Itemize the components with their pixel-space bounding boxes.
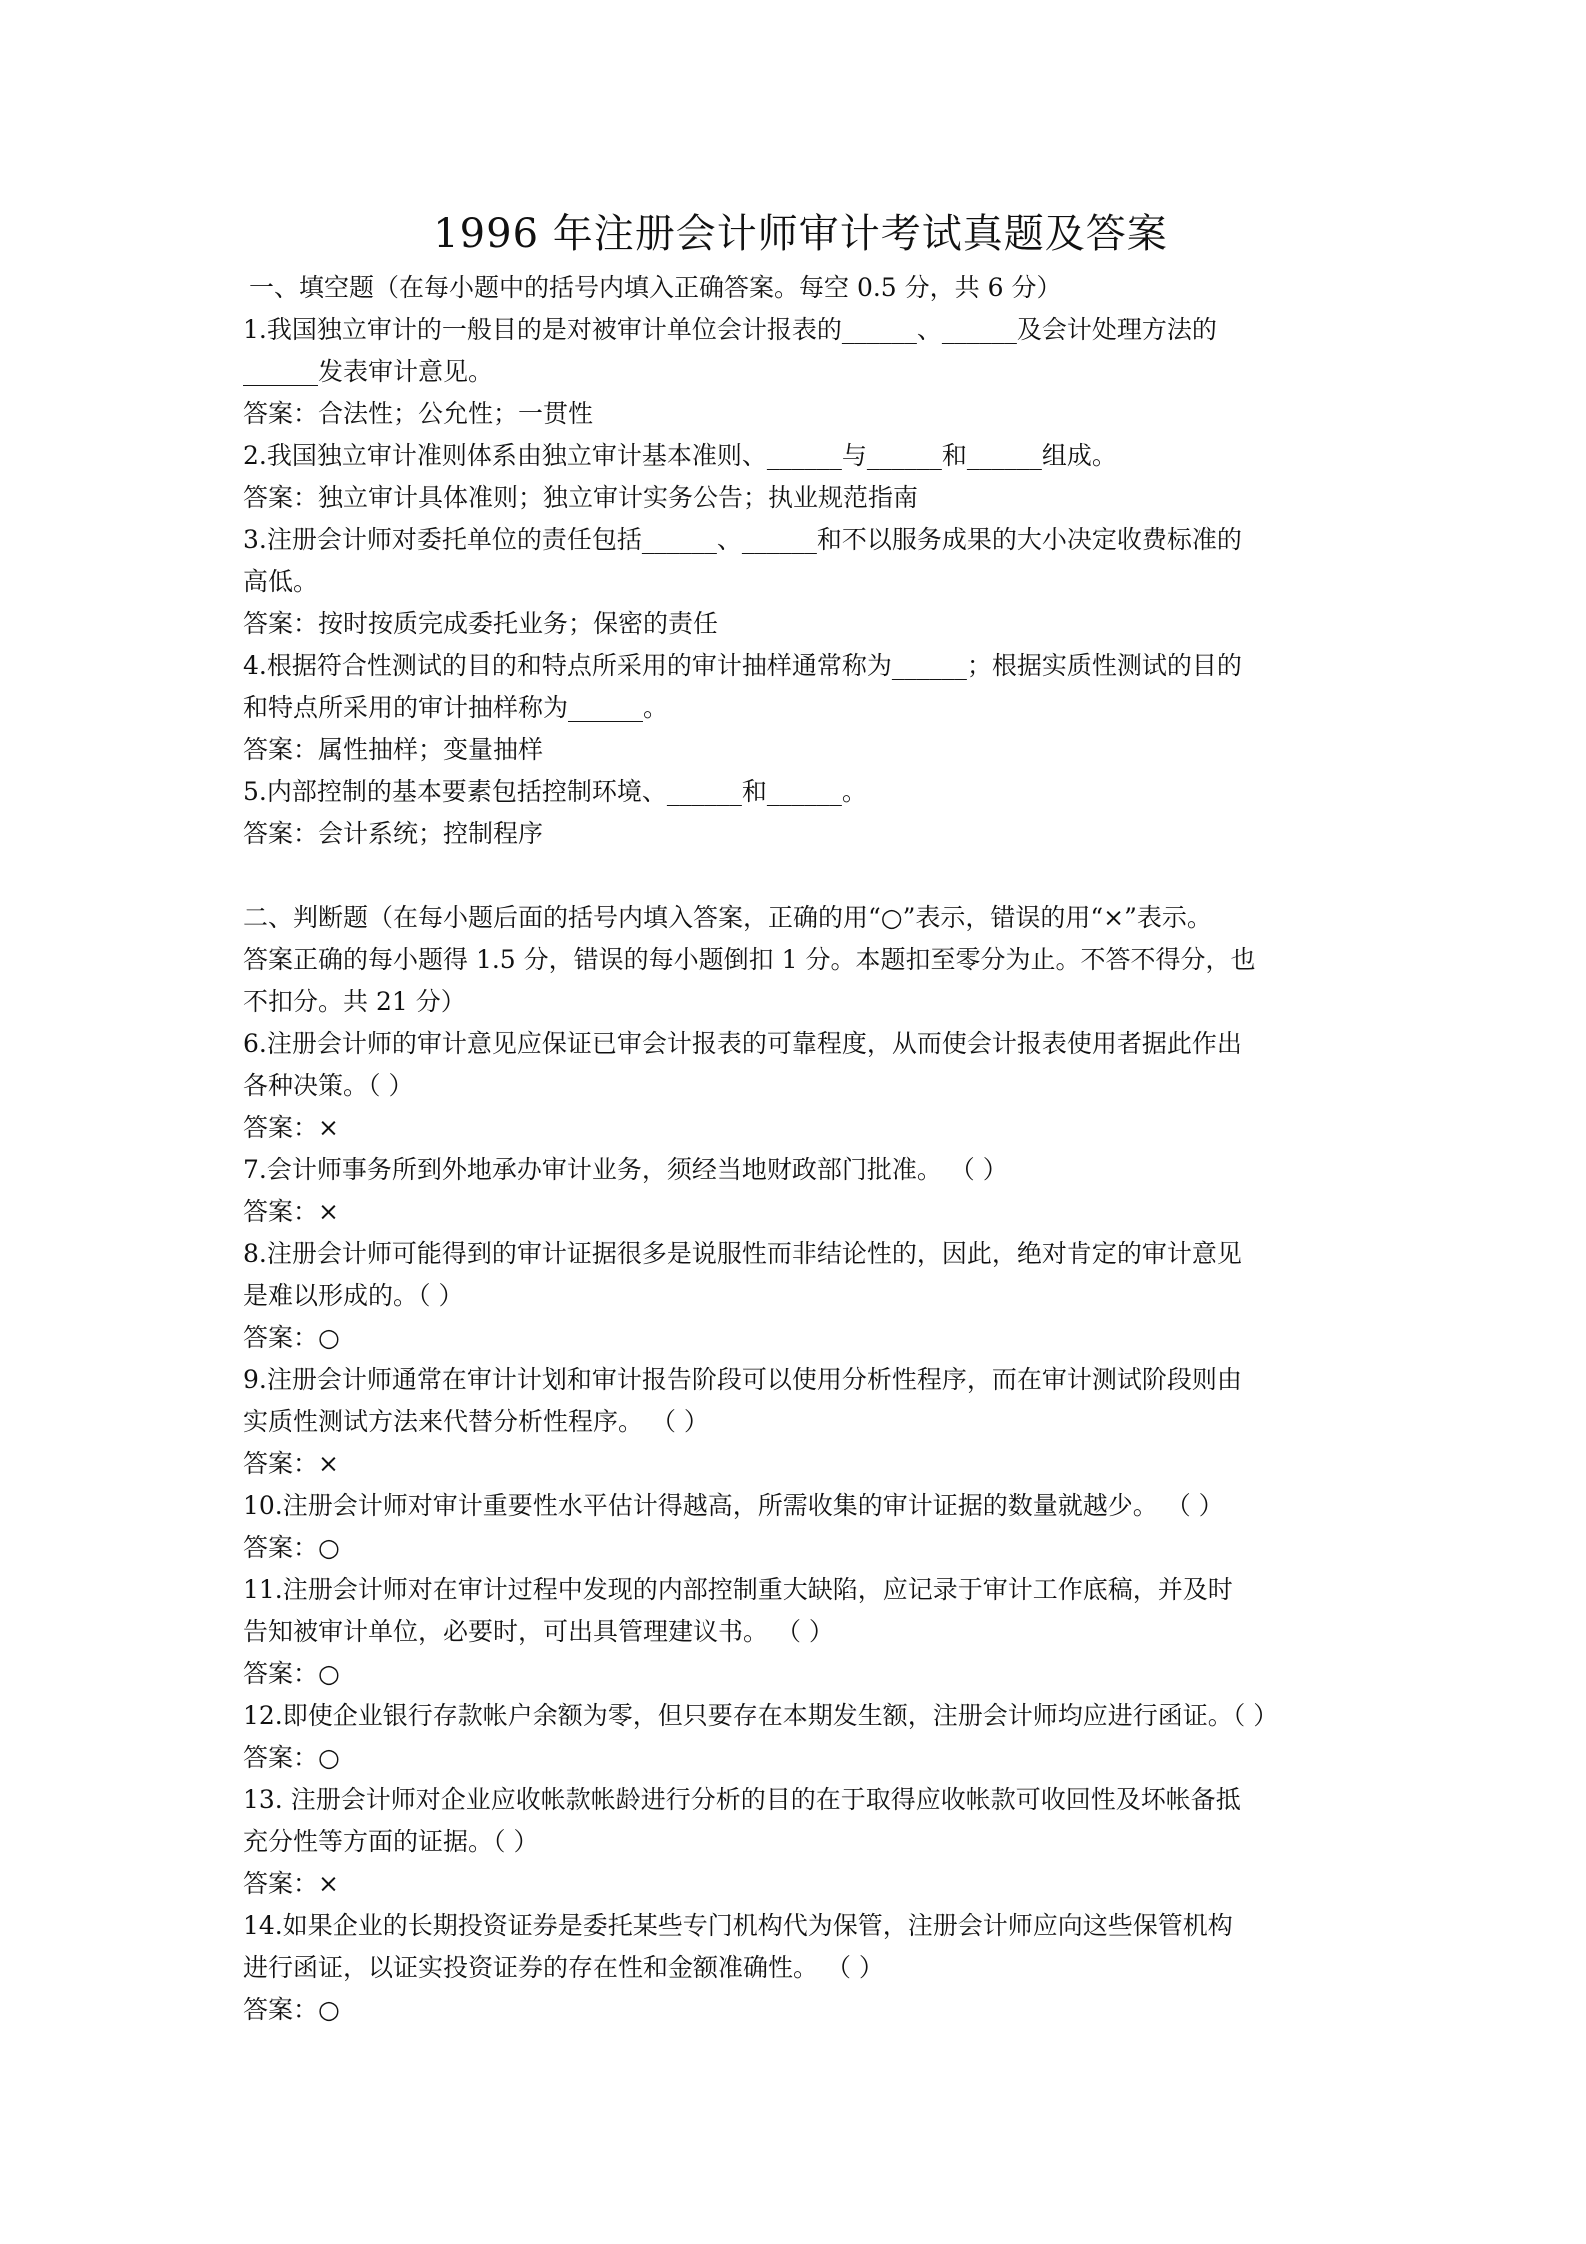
answer-line: 答案：○ [243,1995,340,2024]
question-10 [243,1485,1358,1569]
section1-heading: 一、填空题（在每小题中的括号内填入正确答案。每空 0.5 分，共 6 分） [249,273,1062,302]
question-12 [243,1695,1358,1779]
question-text-line: 3.注册会计师对委托单位的责任包括______、______和不以服务成果的大小决定收费标准的 [243,525,1242,554]
question-5 [243,771,1358,855]
question-text-line: 和特点所采用的审计抽样称为______。 [243,693,669,722]
section1-question-list [243,309,1358,855]
question-text-line: 5.内部控制的基本要素包括控制环境、______和______。 [243,777,867,806]
section2-question-list [243,1023,1358,2031]
answer-line: 答案：× [243,1197,339,1226]
section2-heading-line: 不扣分。共 21 分） [243,987,466,1016]
question-6 [243,1023,1358,1149]
question-text-line: 高低。 [243,567,319,596]
question-text-line: 12.即使企业银行存款帐户余额为零，但只要存在本期发生额，注册会计师均应进行函证。（ ） [243,1701,1279,1730]
question-text-line: 7.会计师事务所到外地承办审计业务，须经当地财政部门批准。 （ ） [243,1155,1008,1184]
question-text-line: 2.我国独立审计准则体系由独立审计基本准则、______与______和______组成。 [243,441,1117,470]
section2-heading-line: 答案正确的每小题得 1.5 分，错误的每小题倒扣 1 分。本题扣至零分为止。不答不得分，也 [243,945,1256,974]
question-text-line: 6.注册会计师的审计意见应保证已审会计报表的可靠程度，从而使会计报表使用者据此作出 [243,1029,1242,1058]
question-text-line: 14.如果企业的长期投资证券是委托某些专门机构代为保管，注册会计师应向这些保管机构 [243,1911,1233,1940]
question-13 [243,1779,1358,1905]
question-text-line: 是难以形成的。（ ） [243,1281,464,1310]
question-text-line: 4.根据符合性测试的目的和特点所采用的审计抽样通常称为______；根据实质性测试的目的 [243,651,1242,680]
answer-line: 答案：○ [243,1533,340,1562]
answer-line: 答案：○ [243,1323,340,1352]
question-text-line: 9.注册会计师通常在审计计划和审计报告阶段可以使用分析性程序，而在审计测试阶段则由 [243,1365,1242,1394]
answer-line: 答案：× [243,1869,339,1898]
question-text-line: ______发表审计意见。 [243,357,494,386]
question-11 [243,1569,1358,1695]
question-14 [243,1905,1358,2031]
answer-line: 答案：按时按质完成委托业务；保密的责任 [243,609,719,638]
answer-line: 答案：合法性；公允性；一贯性 [243,399,594,428]
section2-heading [243,897,1358,1023]
answer-line: 答案：独立审计具体准则；独立审计实务公告；执业规范指南 [243,483,919,512]
section2-heading-line: 二、判断题（在每小题后面的括号内填入答案，正确的用“○”表示，错误的用“×”表示。 [243,903,1212,932]
answer-line: 答案：○ [243,1659,340,1688]
question-text-line: 1.我国独立审计的一般目的是对被审计单位会计报表的______、______及会计处理方法的 [243,315,1217,344]
question-8 [243,1233,1358,1359]
answer-line: 答案：× [243,1113,339,1142]
question-text-line: 各种决策。（ ） [243,1071,414,1100]
section-spacer [243,855,1358,897]
answer-line: 答案：× [243,1449,339,1478]
question-text-line: 8.注册会计师可能得到的审计证据很多是说服性而非结论性的，因此，绝对肯定的审计意见 [243,1239,1242,1268]
page-title: 1996 年注册会计师审计考试真题及答案 [433,211,1168,257]
question-text-line: 10.注册会计师对审计重要性水平估计得越高，所需收集的审计证据的数量就越少。 （ ） [243,1491,1224,1520]
question-9 [243,1359,1358,1485]
question-text-line: 13. 注册会计师对企业应收帐款帐龄进行分析的目的在于取得应收帐款可收回性及坏帐备抵 [243,1785,1241,1814]
question-7 [243,1149,1358,1233]
question-text-line: 实质性测试方法来代替分析性程序。 （ ） [243,1407,709,1436]
question-text-line: 告知被审计单位，必要时，可出具管理建议书。 （ ） [243,1617,834,1646]
question-1 [243,309,1358,435]
question-4 [243,645,1358,771]
answer-line: 答案：○ [243,1743,340,1772]
question-text-line: 进行函证，以证实投资证券的存在性和金额准确性。 （ ） [243,1953,884,1982]
answer-line: 答案：会计系统；控制程序 [243,819,544,848]
question-text-line: 充分性等方面的证据。（ ） [243,1827,539,1856]
question-3 [243,519,1358,645]
answer-line: 答案：属性抽样；变量抽样 [243,735,544,764]
question-text-line: 11.注册会计师对在审计过程中发现的内部控制重大缺陷，应记录于审计工作底稿，并及时 [243,1575,1233,1604]
question-2 [243,435,1358,519]
